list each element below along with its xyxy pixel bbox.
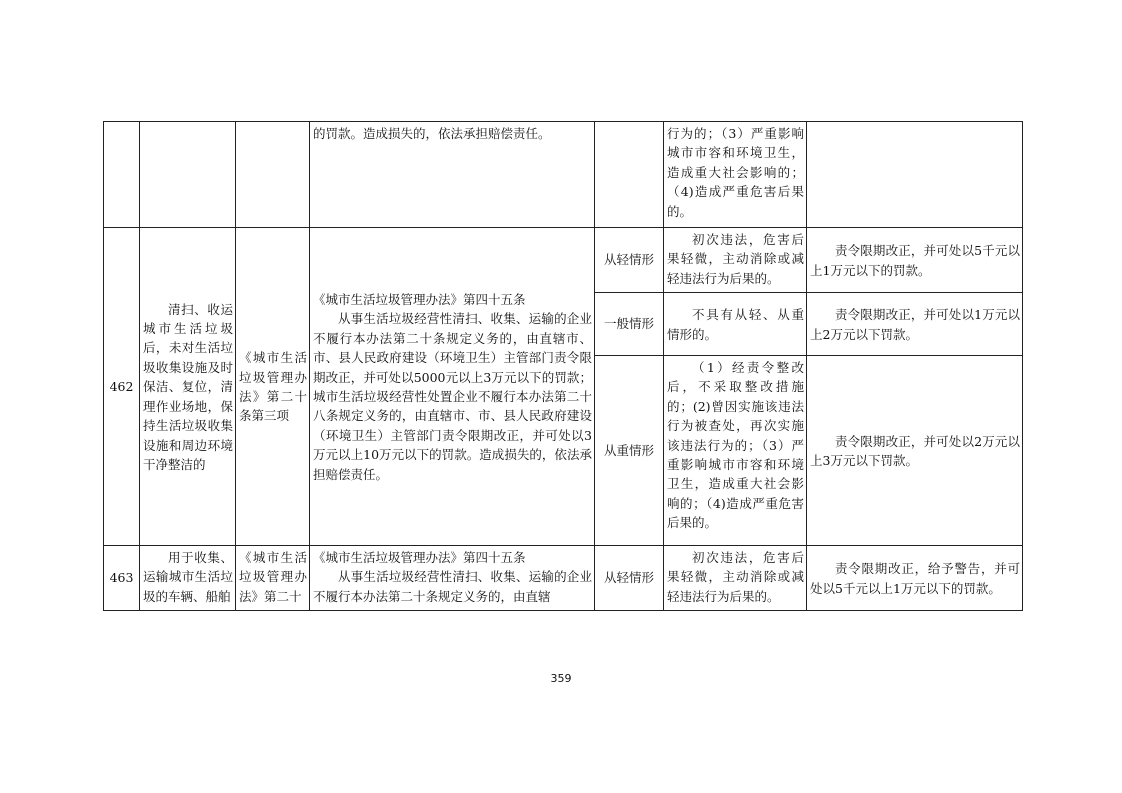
penalty-provision-body: 从事生活垃圾经营性清扫、收集、运输的企业不履行本办法第二十条规定义务的，由直辖市、市、县人民政府建设（环境卫生）主管部门责令限期改正，并可处以5000元以上3万元以下的罚款；城市生活垃圾经营性处置企业不履行本办法第二十八条规定义务的，由直辖市、市、县人民政府建设（环境卫生）主管部门责令限期改正，并可处以3万元以上10万元以下的罚款。造成损失的，依法承担赔偿责任。 <box>313 311 592 482</box>
cell-circumstance: （1）经责令整改后，不采取整改措施的；(2)曾因实施该违法行为被查处，再次实施该违法行为的；（3）严重影响城市市容和环境卫生，造成重大社会影响的；（4)造成严重危害后果的。 <box>664 356 807 546</box>
page-number: 359 <box>550 672 572 685</box>
cell-basis-article <box>236 122 310 228</box>
cell-penalty-provision <box>310 228 595 546</box>
cell-violation <box>140 122 236 228</box>
cell-violation: 用于收集、运输城市生活垃圾的车辆、船舶 <box>140 546 236 611</box>
penalty-standards-table <box>103 121 1023 611</box>
cell-number <box>104 122 140 228</box>
cell-level: 从轻情形 <box>595 546 664 611</box>
cell-basis-article: 《城市生活垃圾管理办法》第二十 <box>236 546 310 611</box>
cell-violation: 清扫、收运城市生活垃圾后，未对生活垃圾收集设施及时保洁、复位，清理作业场地，保持生活垃圾收集设施和周边环境干净整洁的 <box>140 228 236 546</box>
cell-circumstance: 不具有从轻、从重情形的。 <box>664 293 807 356</box>
cell-circumstance: 初次违法，危害后果轻微，主动消除或减轻违法行为后果的。 <box>664 546 807 611</box>
cell-circumstance: 初次违法，危害后果轻微，主动消除或减轻违法行为后果的。 <box>664 228 807 293</box>
penalty-provision-body: 从事生活垃圾经营性清扫、收集、运输的企业不履行本办法第二十条规定义务的，由直辖 <box>313 569 592 604</box>
table-row-continued <box>104 122 1023 228</box>
cell-penalty: 责令限期改正，并可处以5千元以上1万元以下的罚款。 <box>807 228 1023 293</box>
cell-penalty: 责令限期改正，并可处以1万元以上2万元以下罚款。 <box>807 293 1023 356</box>
penalty-provision-title: 《城市生活垃圾管理办法》第四十五条 <box>313 550 526 565</box>
table-row-463 <box>104 546 1023 611</box>
cell-circumstance: 行为的；（3）严重影响城市市容和环境卫生，造成重大社会影响的；（4)造成严重危害后果的。 <box>664 122 807 228</box>
table-row-462 <box>104 228 1023 293</box>
cell-penalty-provision <box>310 546 595 611</box>
cell-level <box>595 122 664 228</box>
cell-level: 从重情形 <box>595 356 664 546</box>
cell-penalty: 责令限期改正，并可处以2万元以上3万元以下罚款。 <box>807 356 1023 546</box>
cell-penalty <box>807 122 1023 228</box>
cell-level: 一般情形 <box>595 293 664 356</box>
cell-penalty: 责令限期改正，给予警告，并可处以5千元以上1万元以下的罚款。 <box>807 546 1023 611</box>
cell-basis-article: 《城市生活垃圾管理办法》第二十条第三项 <box>236 228 310 546</box>
cell-penalty-provision: 的罚款。造成损失的，依法承担赔偿责任。 <box>310 122 595 228</box>
cell-number: 463 <box>104 546 140 611</box>
cell-level: 从轻情形 <box>595 228 664 293</box>
penalty-provision-title: 《城市生活垃圾管理办法》第四十五条 <box>313 291 526 307</box>
cell-number: 462 <box>104 228 140 546</box>
